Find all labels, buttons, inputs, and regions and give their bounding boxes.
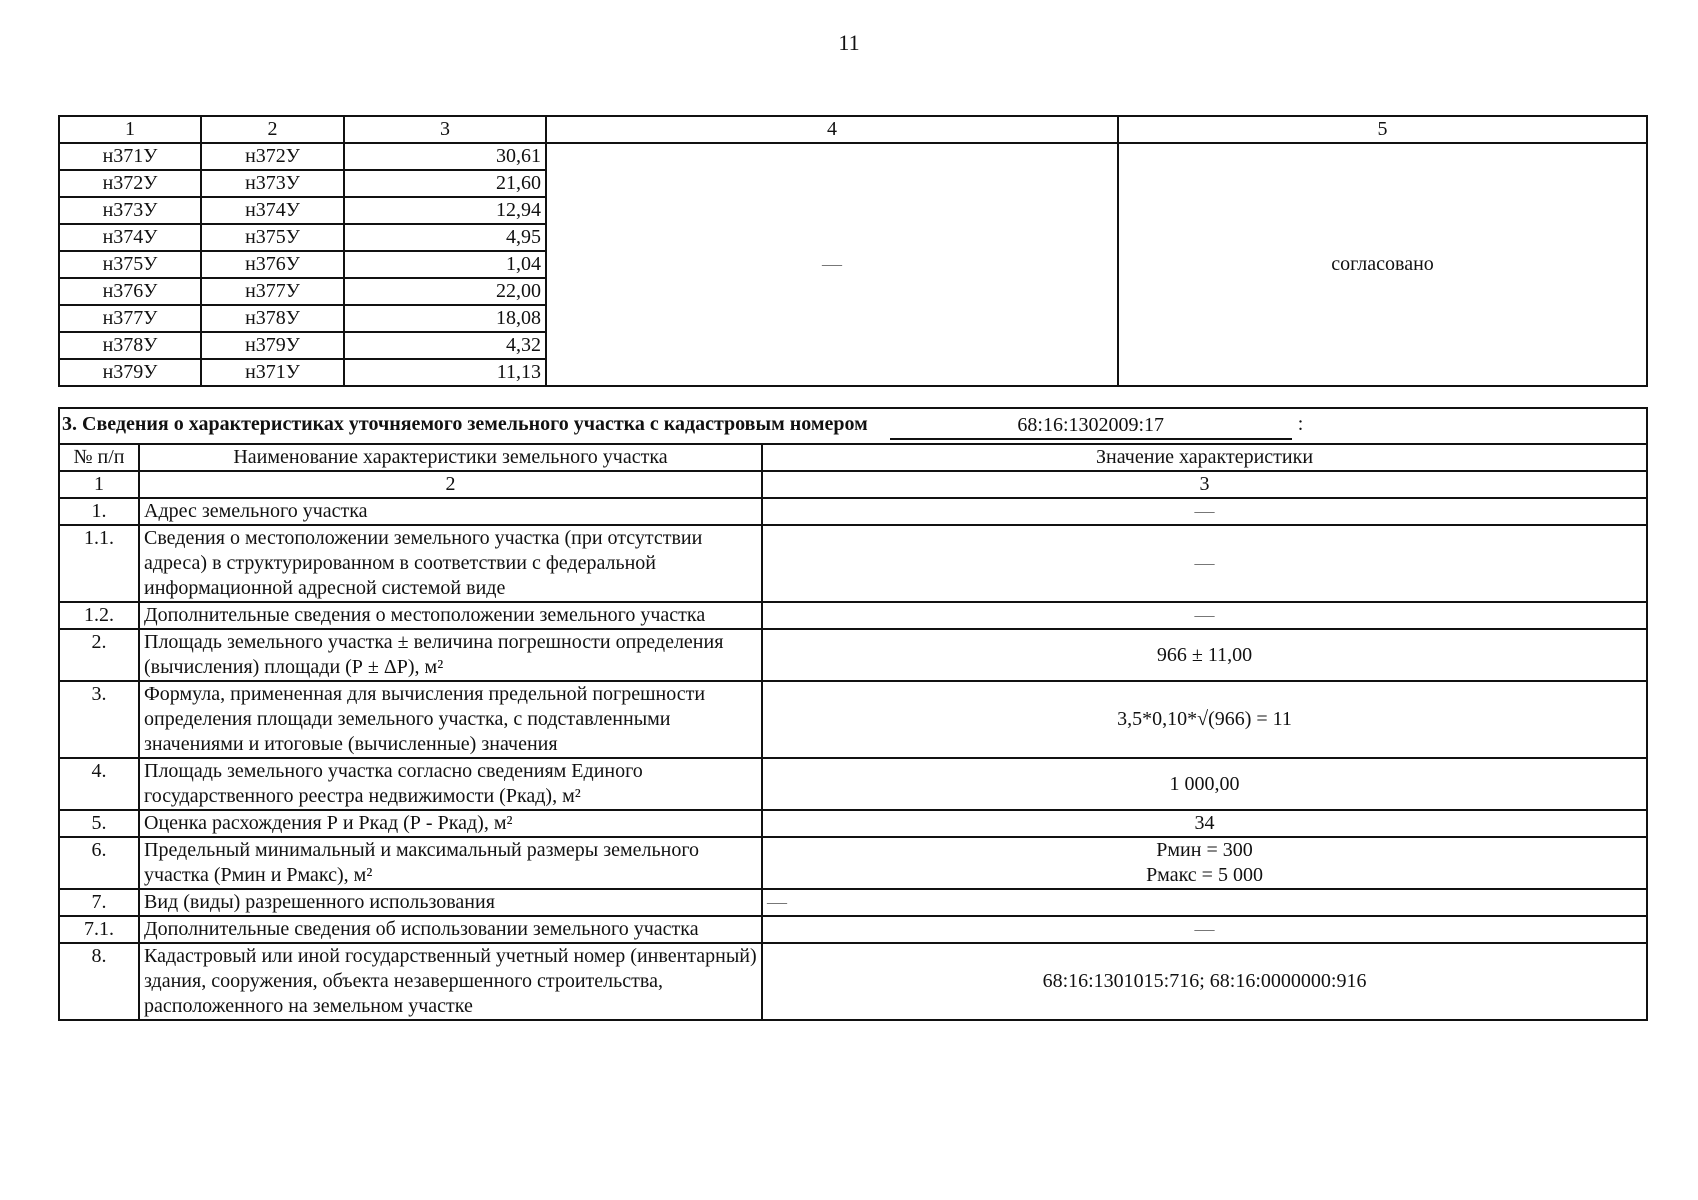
table-row	[59, 629, 1647, 681]
point-to: н373У	[201, 170, 344, 197]
approval-status: согласовано	[1118, 143, 1647, 386]
characteristic-name: Площадь земельного участка согласно сведениям Единого государственного реестра недвижимости (Ркад), м²	[139, 758, 762, 810]
characteristic-value: 68:16:1301015:716; 68:16:0000000:916	[762, 943, 1647, 1020]
cadastral-number: 68:16:1302009:17	[890, 412, 1292, 440]
col-number: 5	[1118, 116, 1647, 143]
characteristic-value: 34	[762, 810, 1647, 837]
point-from: н377У	[59, 305, 201, 332]
row-number: 3.	[59, 681, 139, 758]
point-to: н377У	[201, 278, 344, 305]
table-row	[59, 525, 1647, 602]
characteristic-value: —	[762, 889, 1647, 916]
segment-length: 18,08	[344, 305, 546, 332]
segment-length: 4,32	[344, 332, 546, 359]
characteristic-value: —	[762, 916, 1647, 943]
row-number: 5.	[59, 810, 139, 837]
table-row	[59, 602, 1647, 629]
segment-length: 12,94	[344, 197, 546, 224]
segment-length: 4,95	[344, 224, 546, 251]
col-number: 2	[139, 471, 762, 498]
point-from: н376У	[59, 278, 201, 305]
characteristic-value: —	[762, 602, 1647, 629]
col-number: 4	[546, 116, 1118, 143]
characteristic-value	[762, 837, 1647, 889]
point-to: н371У	[201, 359, 344, 386]
characteristic-name: Вид (виды) разрешенного использования	[139, 889, 762, 916]
row-number: 1.1.	[59, 525, 139, 602]
point-to: н374У	[201, 197, 344, 224]
table-row	[59, 889, 1647, 916]
point-from: н378У	[59, 332, 201, 359]
point-from: н379У	[59, 359, 201, 386]
row-number: 4.	[59, 758, 139, 810]
point-from: н372У	[59, 170, 201, 197]
characteristic-name: Адрес земельного участка	[139, 498, 762, 525]
row-number: 7.1.	[59, 916, 139, 943]
min-size-value: Рмин = 300	[1156, 839, 1253, 861]
header-name: Наименование характеристики земельного участка	[139, 444, 762, 471]
col-number: 3	[344, 116, 546, 143]
characteristic-name: Оценка расхождения Р и Ркад (Р - Ркад), м²	[139, 810, 762, 837]
characteristics-table	[58, 407, 1648, 1021]
point-to: н372У	[201, 143, 344, 170]
header-value: Значение характеристики	[762, 444, 1647, 471]
characteristic-name: Дополнительные сведения о местоположении земельного участка	[139, 602, 762, 629]
characteristic-name: Предельный минимальный и максимальный размеры земельного участка (Рмин и Рмакс), м²	[139, 837, 762, 889]
segment-length: 22,00	[344, 278, 546, 305]
characteristic-name: Дополнительные сведения об использовании земельного участка	[139, 916, 762, 943]
row-number: 8.	[59, 943, 139, 1020]
col-number: 3	[762, 471, 1647, 498]
point-to: н378У	[201, 305, 344, 332]
point-from: н374У	[59, 224, 201, 251]
characteristic-value: 3,5*0,10*√(966) = 11	[762, 681, 1647, 758]
segment-length: 21,60	[344, 170, 546, 197]
characteristic-value: —	[762, 525, 1647, 602]
segment-length: 1,04	[344, 251, 546, 278]
row-number: 6.	[59, 837, 139, 889]
table-row	[59, 758, 1647, 810]
table-row	[59, 498, 1647, 525]
table-row	[59, 810, 1647, 837]
characteristic-value: 1 000,00	[762, 758, 1647, 810]
point-to: н375У	[201, 224, 344, 251]
characteristic-name: Сведения о местоположении земельного участка (при отсутствии адреса) в структурированном в соответствии с федеральной информационной адресной системой виде	[139, 525, 762, 602]
row-number: 1.	[59, 498, 139, 525]
column-number-row	[59, 471, 1647, 498]
section-title-row	[59, 408, 1647, 444]
point-to: н376У	[201, 251, 344, 278]
header-num: № п/п	[59, 444, 139, 471]
row-number: 7.	[59, 889, 139, 916]
point-to: н379У	[201, 332, 344, 359]
section-title: 3. Сведения о характеристиках уточняемого земельного участка с кадастровым номером	[62, 413, 868, 435]
characteristic-value: 966 ± 11,00	[762, 629, 1647, 681]
col-number: 2	[201, 116, 344, 143]
segment-length: 11,13	[344, 359, 546, 386]
row-number: 2.	[59, 629, 139, 681]
max-size-value: Рмакс = 5 000	[1146, 864, 1263, 886]
point-from: н373У	[59, 197, 201, 224]
characteristic-name: Формула, примененная для вычисления предельной погрешности определения площади земельного участка, с подставленными значениями и итоговые (вычисленные) значения	[139, 681, 762, 758]
boundary-segments-table	[58, 115, 1648, 387]
point-from: н375У	[59, 251, 201, 278]
col-number: 1	[59, 116, 201, 143]
table-row	[59, 943, 1647, 1020]
table-row	[59, 916, 1647, 943]
table-row	[59, 681, 1647, 758]
column-number-row	[59, 116, 1647, 143]
segment-length: 30,61	[344, 143, 546, 170]
table-row	[59, 837, 1647, 889]
section-colon: :	[1297, 413, 1304, 435]
page-number: 11	[838, 30, 860, 55]
row-number: 1.2.	[59, 602, 139, 629]
header-row	[59, 444, 1647, 471]
point-from: н371У	[59, 143, 201, 170]
col4-value: —	[546, 143, 1118, 386]
characteristic-value: —	[762, 498, 1647, 525]
characteristic-name: Площадь земельного участка ± величина погрешности определения (вычисления) площади (Р ± ΔР), м²	[139, 629, 762, 681]
col-number: 1	[59, 471, 139, 498]
characteristic-name: Кадастровый или иной государственный учетный номер (инвентарный) здания, сооружения, объекта незавершенного строительства, расположенного на земельном участке	[139, 943, 762, 1020]
table-row	[59, 143, 1647, 170]
